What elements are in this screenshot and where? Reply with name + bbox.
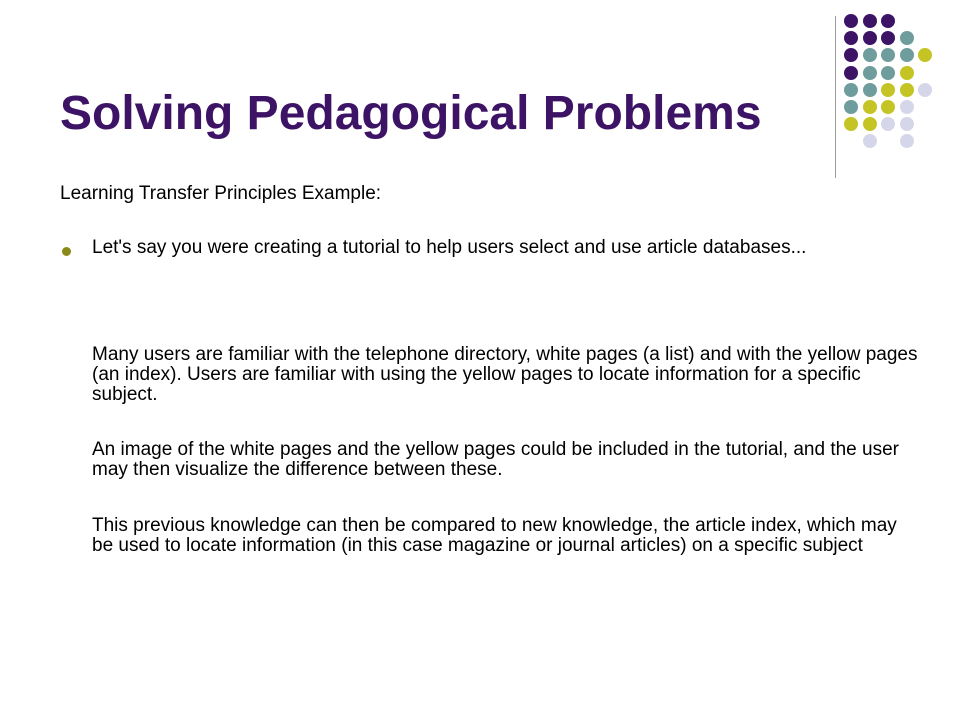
paragraph-image-visualize: An image of the white pages and the yellow pages could be included in the tutorial, and the user may then visualize the difference between these. <box>92 439 899 480</box>
decorative-dot-grid <box>844 14 954 154</box>
teal-dot-icon <box>863 66 877 80</box>
slide-title: Solving Pedagogical Problems <box>60 87 762 140</box>
purple-dot-icon <box>844 66 858 80</box>
bullet-text: Let's say you were creating a tutorial to help users select and use article databases... <box>92 237 807 258</box>
purple-dot-icon <box>844 31 858 45</box>
lavender-dot-icon <box>900 100 914 114</box>
lavender-dot-icon <box>900 134 914 148</box>
purple-dot-icon <box>844 48 858 62</box>
purple-dot-icon <box>863 31 877 45</box>
lavender-dot-icon <box>900 117 914 131</box>
yellow-dot-icon <box>881 83 895 97</box>
teal-dot-icon <box>844 83 858 97</box>
purple-dot-icon <box>881 14 895 28</box>
paragraph-telephone-directory: Many users are familiar with the telephone directory, white pages (a list) and with the yellow pages (an index). Users are familiar with using the yellow pages to locate information for a specific subject. <box>92 344 918 405</box>
yellow-dot-icon <box>844 117 858 131</box>
teal-dot-icon <box>881 66 895 80</box>
teal-dot-icon <box>900 48 914 62</box>
teal-dot-icon <box>863 48 877 62</box>
teal-dot-icon <box>844 100 858 114</box>
yellow-dot-icon <box>881 100 895 114</box>
yellow-dot-icon <box>900 83 914 97</box>
yellow-dot-icon <box>918 48 932 62</box>
purple-dot-icon <box>863 14 877 28</box>
purple-dot-icon <box>881 31 895 45</box>
title-divider-line <box>835 16 836 178</box>
teal-dot-icon <box>881 48 895 62</box>
purple-dot-icon <box>844 14 858 28</box>
teal-dot-icon <box>863 83 877 97</box>
yellow-dot-icon <box>863 117 877 131</box>
paragraph-previous-knowledge: This previous knowledge can then be compared to new knowledge, the article index, which may be used to locate information (in this case magazine or journal articles) on a specific subject <box>92 515 897 556</box>
yellow-dot-icon <box>863 100 877 114</box>
yellow-dot-icon <box>900 66 914 80</box>
teal-dot-icon <box>900 31 914 45</box>
bullet-dot-icon <box>62 247 71 256</box>
lavender-dot-icon <box>881 117 895 131</box>
lavender-dot-icon <box>863 134 877 148</box>
slide-subtitle: Learning Transfer Principles Example: <box>60 183 382 204</box>
lavender-dot-icon <box>918 83 932 97</box>
